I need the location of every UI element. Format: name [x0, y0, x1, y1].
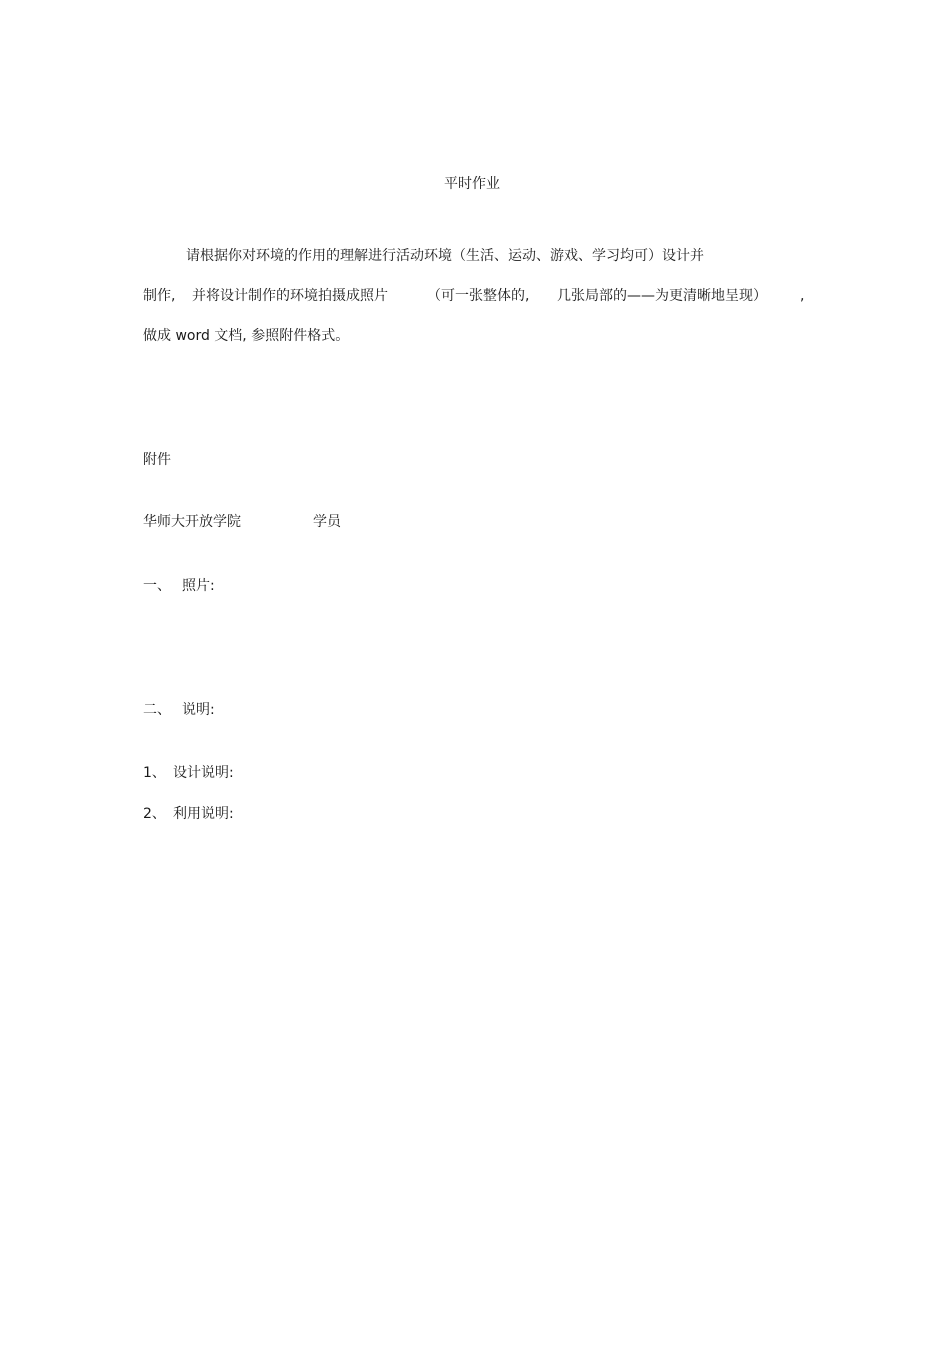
instructions-line-2-part-c: （可一张整体的, [427, 288, 530, 304]
section-1-label: 照片: [182, 578, 215, 594]
section-1-number: 一、 [143, 578, 171, 594]
attachment-heading: 附件 [143, 452, 171, 468]
instructions-line-2-part-d: 几张局部的——为更清晰地呈现） [557, 288, 767, 304]
student-label: 学员 [313, 514, 341, 530]
section-2-label: 说明: [182, 702, 215, 718]
instructions-line-2-part-b: 并将设计制作的环境拍摄成照片 [192, 288, 388, 304]
item-1-label: 设计说明: [173, 765, 234, 781]
instructions-line-3: 做成 word 文档, 参照附件格式。 [143, 328, 350, 344]
instructions-line-2-part-a: 制作, [143, 288, 176, 304]
instructions-line-1: 请根据你对环境的作用的理解进行活动环境（生活、运动、游戏、学习均可）设计并 [186, 248, 704, 264]
instructions-line-2-part-e: , [800, 288, 805, 304]
item-2-number: 2、 [143, 806, 166, 822]
section-2-number: 二、 [143, 702, 171, 718]
school-name: 华师大开放学院 [143, 514, 241, 530]
item-1-number: 1、 [143, 765, 166, 781]
item-2-label: 利用说明: [173, 806, 234, 822]
page-title: 平时作业 [444, 176, 500, 192]
